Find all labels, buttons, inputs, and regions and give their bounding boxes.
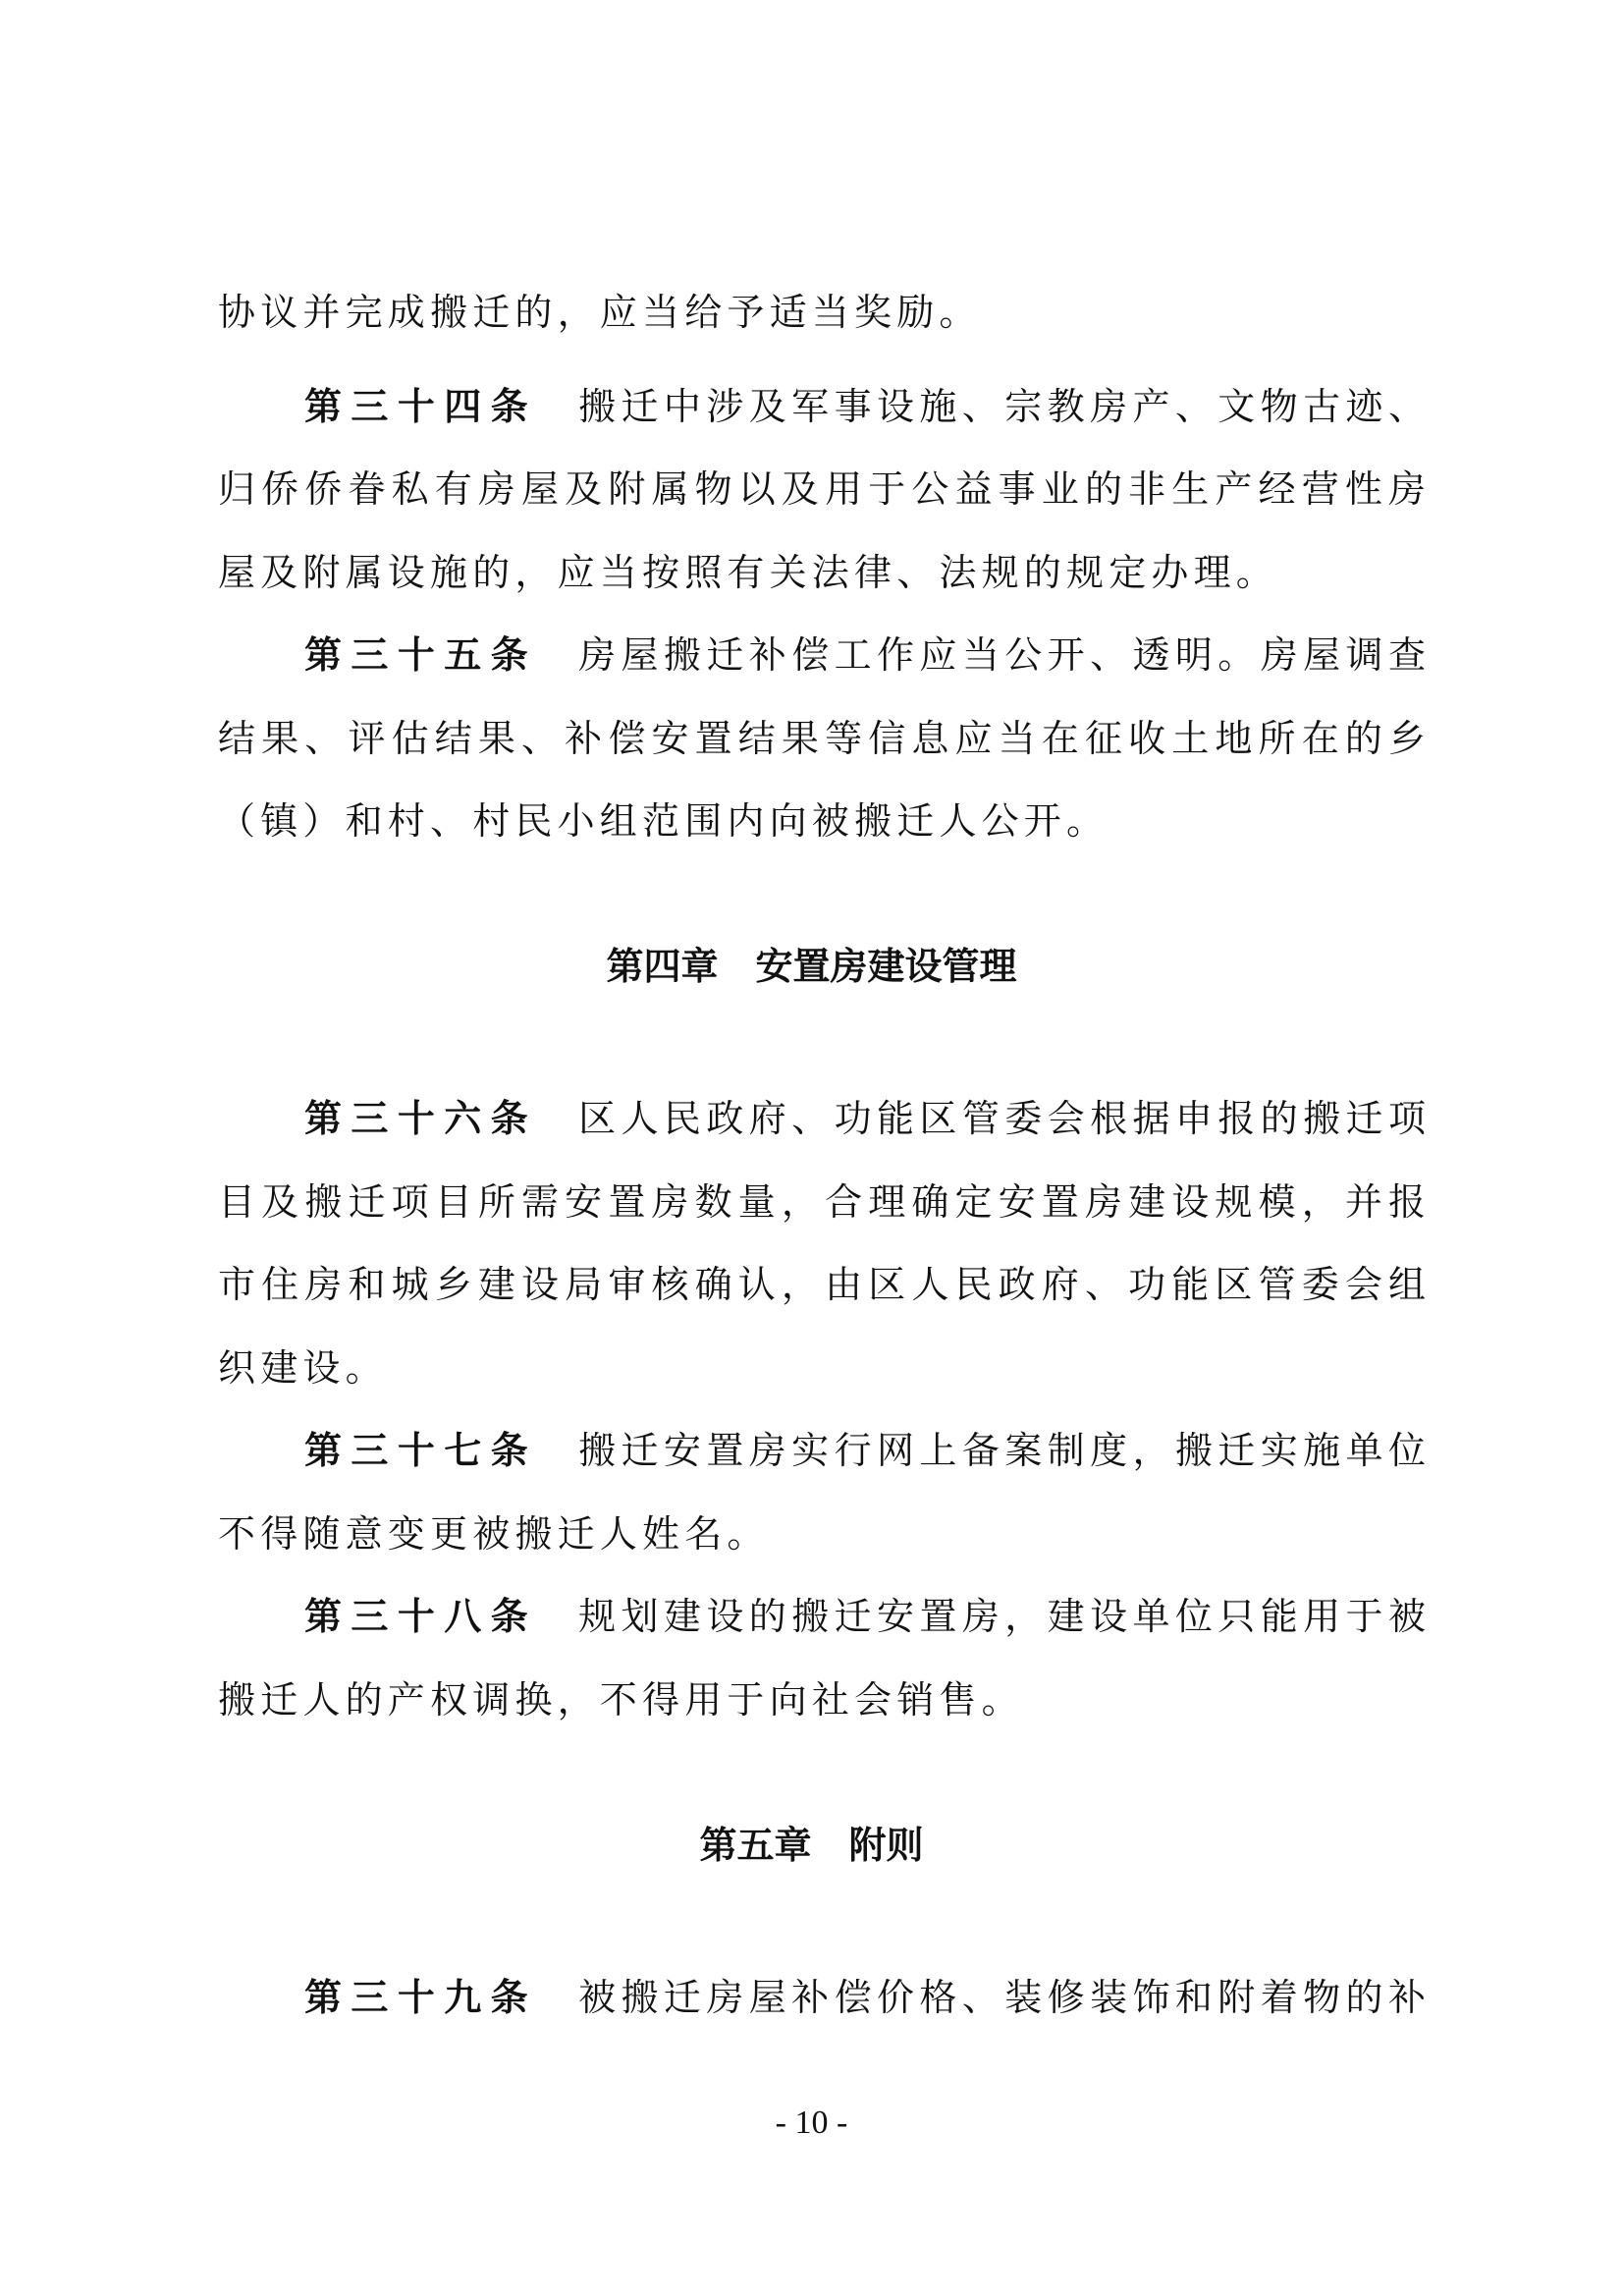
- article-39-line: [304, 1974, 1426, 2021]
- text-line: （镇）和村、村民小组范围内向被搬迁人公开。: [218, 799, 1109, 843]
- article-text: 区人民政府、功能区管委会根据申报的搬迁项: [578, 1097, 1426, 1140]
- text-line: 市住房和城乡建设局审核确认，由区人民政府、功能区管委会组: [218, 1263, 1426, 1306]
- article-heading: 第三十五条: [304, 633, 538, 677]
- text-line: 目及搬迁项目所需安置房数量，合理确定安置房建设规模，并报: [218, 1180, 1426, 1224]
- article-36-line: [304, 1095, 1426, 1142]
- text-line: 结果、评估结果、补偿安置结果等信息应当在征收土地所在的乡: [218, 717, 1426, 760]
- page-number: - 10 -: [775, 2105, 848, 2141]
- chapter-heading: 第四章 安置房建设管理: [606, 945, 1017, 988]
- article-34-line: [304, 383, 1426, 430]
- article-heading: 第三十七条: [304, 1429, 538, 1472]
- text-line: 不得随意变更被搬迁人姓名。: [218, 1512, 770, 1556]
- article-text: 搬迁安置房实行网上备案制度，搬迁实施单位: [578, 1429, 1426, 1472]
- text-line: 协议并完成搬迁的，应当给予适当奖励。: [218, 291, 982, 334]
- article-heading: 第三十八条: [304, 1595, 538, 1638]
- article-text: 被搬迁房屋补偿价格、装修装饰和附着物的补: [578, 1976, 1426, 2019]
- article-35-line: [304, 631, 1426, 679]
- article-heading: 第三十四条: [304, 385, 538, 428]
- text-line: 归侨侨眷私有房屋及附属物以及用于公益事业的非生产经营性房: [218, 467, 1426, 511]
- article-text: 搬迁中涉及军事设施、宗教房产、文物古迹、: [578, 385, 1426, 428]
- chapter-heading: 第五章 附则: [699, 1824, 924, 1867]
- article-heading: 第三十九条: [304, 1976, 538, 2019]
- article-text: 房屋搬迁补偿工作应当公开、透明。房屋调查: [578, 633, 1426, 677]
- article-text: 规划建设的搬迁安置房，建设单位只能用于被: [578, 1595, 1426, 1638]
- article-heading: 第三十六条: [304, 1097, 538, 1140]
- text-line: 屋及附属设施的，应当按照有关法律、法规的规定办理。: [218, 551, 1279, 594]
- text-line: 搬迁人的产权调换，不得用于向社会销售。: [218, 1678, 1024, 1722]
- article-38-line: [304, 1593, 1426, 1640]
- text-line: 织建设。: [218, 1346, 388, 1390]
- article-37-line: [304, 1427, 1426, 1474]
